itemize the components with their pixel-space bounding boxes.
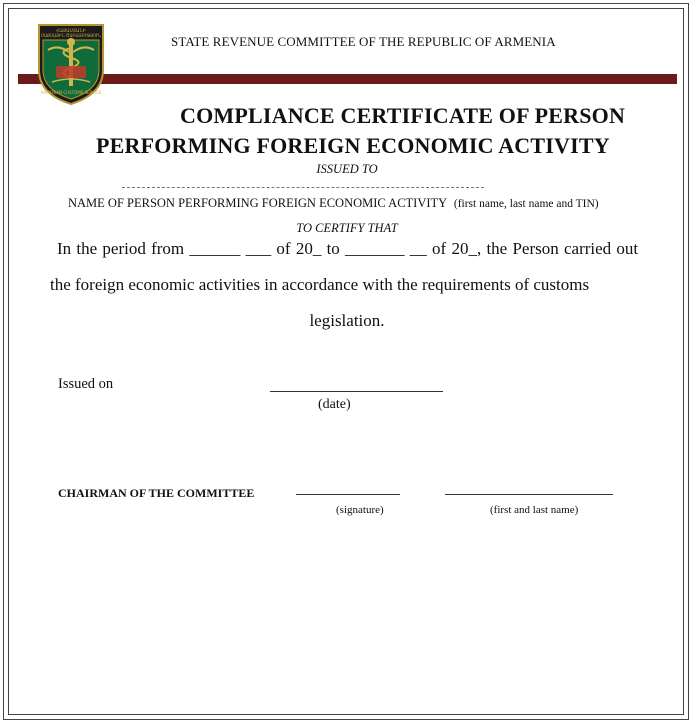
chairman-name-fill-line bbox=[445, 494, 613, 495]
chairman-title: CHAIRMAN OF THE COMMITTEE bbox=[58, 486, 255, 500]
signature-caption: (signature) bbox=[336, 504, 384, 516]
issued-to-label: ISSUED TO bbox=[316, 162, 378, 176]
certificate-title-line-2: PERFORMING FOREIGN ECONOMIC ACTIVITY bbox=[96, 133, 610, 158]
svg-text:ՀԱՅԱՍՏԱՆԻ: ՀԱՅԱՍՏԱՆԻ bbox=[56, 29, 86, 34]
person-name-caption: NAME OF PERSON PERFORMING FOREIGN ECONOMIC ACTIVITY bbox=[68, 196, 447, 210]
name-fill-line bbox=[122, 187, 484, 188]
svg-text:ARMENIAN CUSTOMS SERVICE: ARMENIAN CUSTOMS SERVICE bbox=[40, 90, 102, 95]
certify-text-line-2: the foreign economic activities in accordance with the requirements of customs bbox=[50, 275, 590, 294]
date-caption: (date) bbox=[318, 397, 351, 412]
first-last-name-caption: (first and last name) bbox=[490, 504, 579, 516]
person-name-label bbox=[68, 196, 599, 211]
signature-fill-line bbox=[296, 494, 400, 495]
customs-emblem-icon bbox=[36, 22, 106, 106]
person-name-hint: (first name, last name and TIN) bbox=[453, 198, 599, 210]
svg-text:ՄԱՔՍԱՅԻՆ ԾԱՌԱՅՈՒԹՅՈՒՆ: ՄԱՔՍԱՅԻՆ ԾԱՌԱՅՈՒԹՅՈՒՆ bbox=[40, 33, 102, 38]
certify-label: TO CERTIFY THAT bbox=[296, 221, 398, 235]
certify-text-line-1: In the period from ______ ___ of 20_ to _______ __ of 20_, the Person carried out bbox=[57, 239, 639, 258]
certify-text-line-3: legislation. bbox=[309, 311, 385, 330]
date-fill-line bbox=[270, 391, 443, 392]
issued-on-label: Issued on bbox=[58, 376, 114, 392]
header-bar bbox=[18, 74, 677, 84]
certificate-title-line-1: COMPLIANCE CERTIFICATE OF PERSON bbox=[180, 103, 626, 128]
authority-name: STATE REVENUE COMMITTEE OF THE REPUBLIC OF ARMENIA bbox=[171, 34, 556, 49]
